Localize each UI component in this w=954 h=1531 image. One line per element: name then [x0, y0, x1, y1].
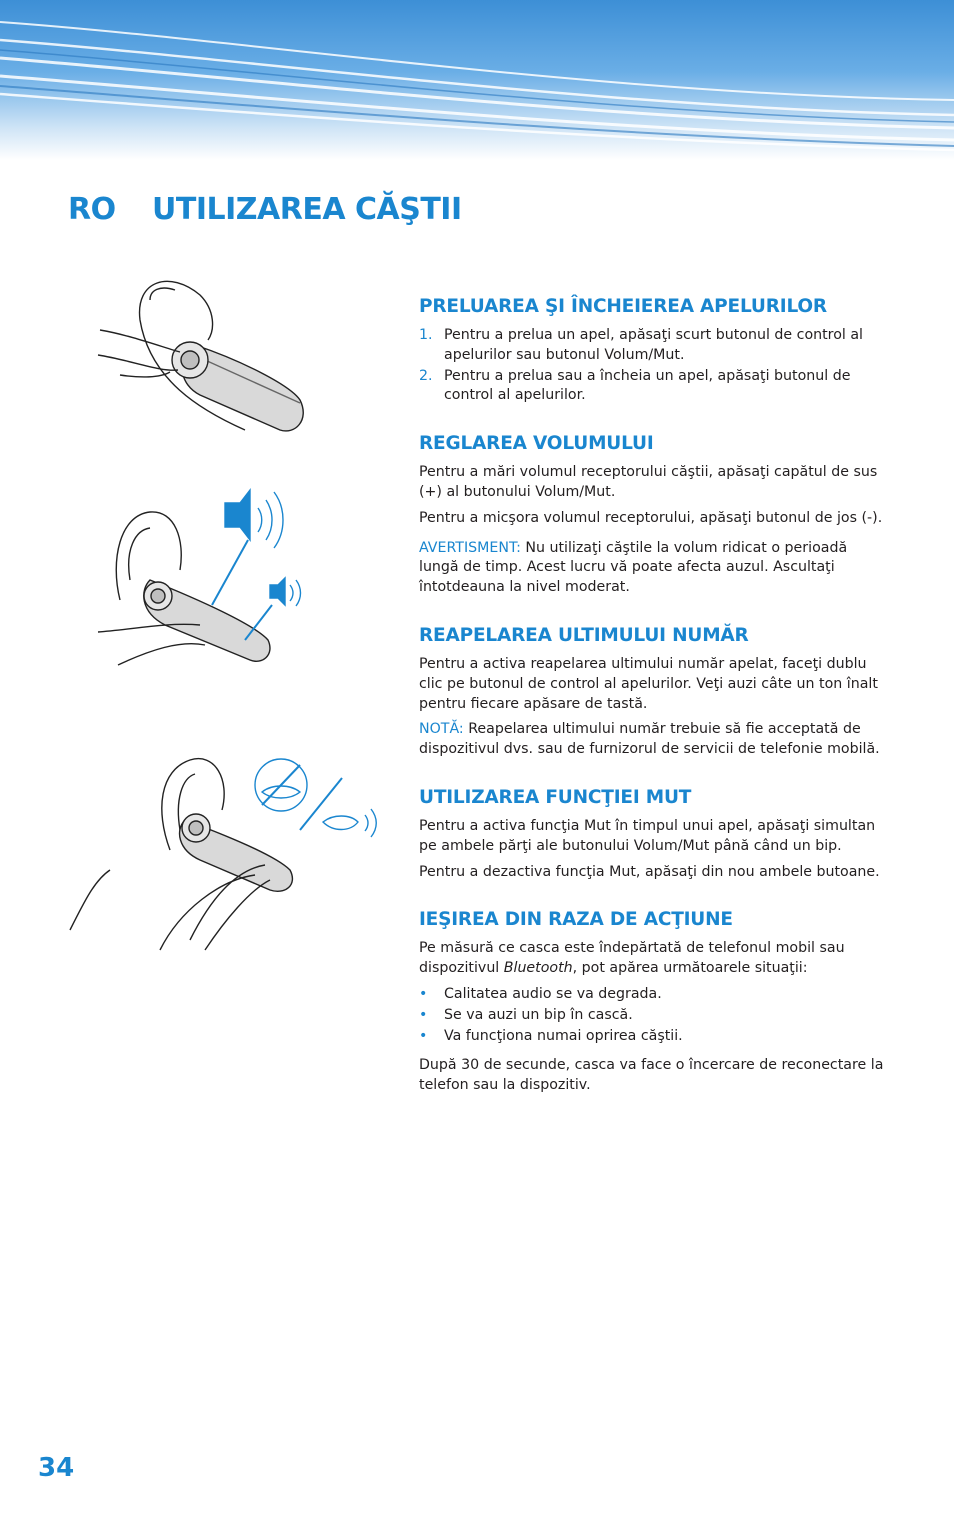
list-item — [419, 367, 889, 407]
illustration-answer-call — [98, 281, 303, 431]
paragraph: După 30 de secunde, casca va face o încercare de reconectare la telefon sau la dispozitiv. — [419, 1057, 884, 1094]
language-code: RO — [68, 192, 116, 227]
list-item — [419, 985, 889, 1005]
list-text: Se va auzi un bip în cască. — [444, 1006, 633, 1023]
paragraph: Pentru a micşora volumul receptorului, apăsaţi butonul de jos (-). — [419, 509, 883, 526]
list-number: 2. — [419, 367, 433, 384]
section-heading: IEŞIREA DIN RAZA DE ACŢIUNE — [419, 909, 733, 931]
illustrations — [0, 0, 400, 1000]
section-heading: UTILIZAREA FUNCŢIEI MUT — [419, 786, 692, 808]
note-paragraph — [419, 720, 889, 760]
content-column — [419, 295, 889, 1122]
section-redial — [419, 624, 889, 760]
list-text: Calitatea audio se va degrada. — [444, 985, 662, 1002]
paragraph: Pentru a mări volumul receptorului căştii, apăsaţi capătul de sus (+) al butonului Volum/Mut. — [419, 464, 878, 500]
bullet-icon: • — [419, 1006, 428, 1023]
paragraph — [419, 939, 889, 979]
warning-paragraph — [419, 539, 889, 598]
warning-text: Nu utilizaţi căştile la volum ridicat o perioadă lungă de timp. Acest lucru vă poate afecta auzul. Ascultaţi întotdeauna la nivel moderat. — [419, 539, 848, 596]
section-out-of-range — [419, 908, 889, 1096]
warning-label: AVERTISMENT: — [419, 539, 521, 556]
illustration-mute — [70, 759, 376, 950]
numbered-list — [419, 326, 889, 406]
bullet-icon: • — [419, 1027, 428, 1044]
paragraph: Pentru a dezactiva funcţia Mut, apăsaţi din nou ambele butoane. — [419, 863, 880, 880]
page-number: 34 — [38, 1453, 75, 1483]
list-number: 1. — [419, 327, 433, 343]
illustration-volume — [98, 490, 301, 665]
section-volume — [419, 432, 889, 598]
text-run: Pe măsură ce casca este îndepărtată de telefonul mobil sau dispozitivul — [419, 940, 845, 977]
list-item — [419, 326, 889, 366]
section-heading: REAPELAREA ULTIMULUI NUMĂR — [419, 624, 749, 646]
bullet-icon: • — [419, 985, 428, 1002]
section-answer-end-calls — [419, 295, 889, 406]
text-run: , pot apărea următoarele situaţii: — [572, 960, 808, 977]
list-item — [419, 1027, 889, 1047]
list-text: Pentru a prelua sau a încheia un apel, apăsaţi butonul de control al apelurilor. — [444, 367, 851, 404]
section-heading: PRELUAREA ŞI ÎNCHEIEREA APELURILOR — [419, 296, 827, 317]
paragraph: Pentru a activa reapelarea ultimului număr apelat, faceţi dublu clic pe butonul de control al apelurilor. Veţi auzi câte un ton înalt pentru fiecare apăsare de tastă. — [419, 655, 878, 712]
page-title-text: UTILIZAREA CĂŞTII — [152, 192, 462, 227]
section-mute — [419, 786, 889, 882]
note-label: NOTĂ: — [419, 721, 464, 738]
list-item — [419, 1006, 889, 1026]
list-text: Pentru a prelua un apel, apăsaţi scurt butonul de control al apelurilor sau butonul Volum/Mut. — [444, 327, 863, 363]
note-text: Reapelarea ultimului număr trebuie să fie acceptată de dispozitivul dvs. sau de furnizorul de servicii de telefonie mobilă. — [419, 721, 880, 758]
section-heading: REGLAREA VOLUMULUI — [419, 433, 654, 455]
paragraph: Pentru a activa funcţia Mut în timpul unui apel, apăsaţi simultan pe ambele părţi ale butonului Volum/Mut până când un bip. — [419, 817, 876, 854]
bullet-list — [419, 985, 889, 1046]
list-text: Va funcţiona numai oprirea căştii. — [444, 1027, 683, 1044]
bluetooth-italic: Bluetooth — [503, 960, 573, 977]
